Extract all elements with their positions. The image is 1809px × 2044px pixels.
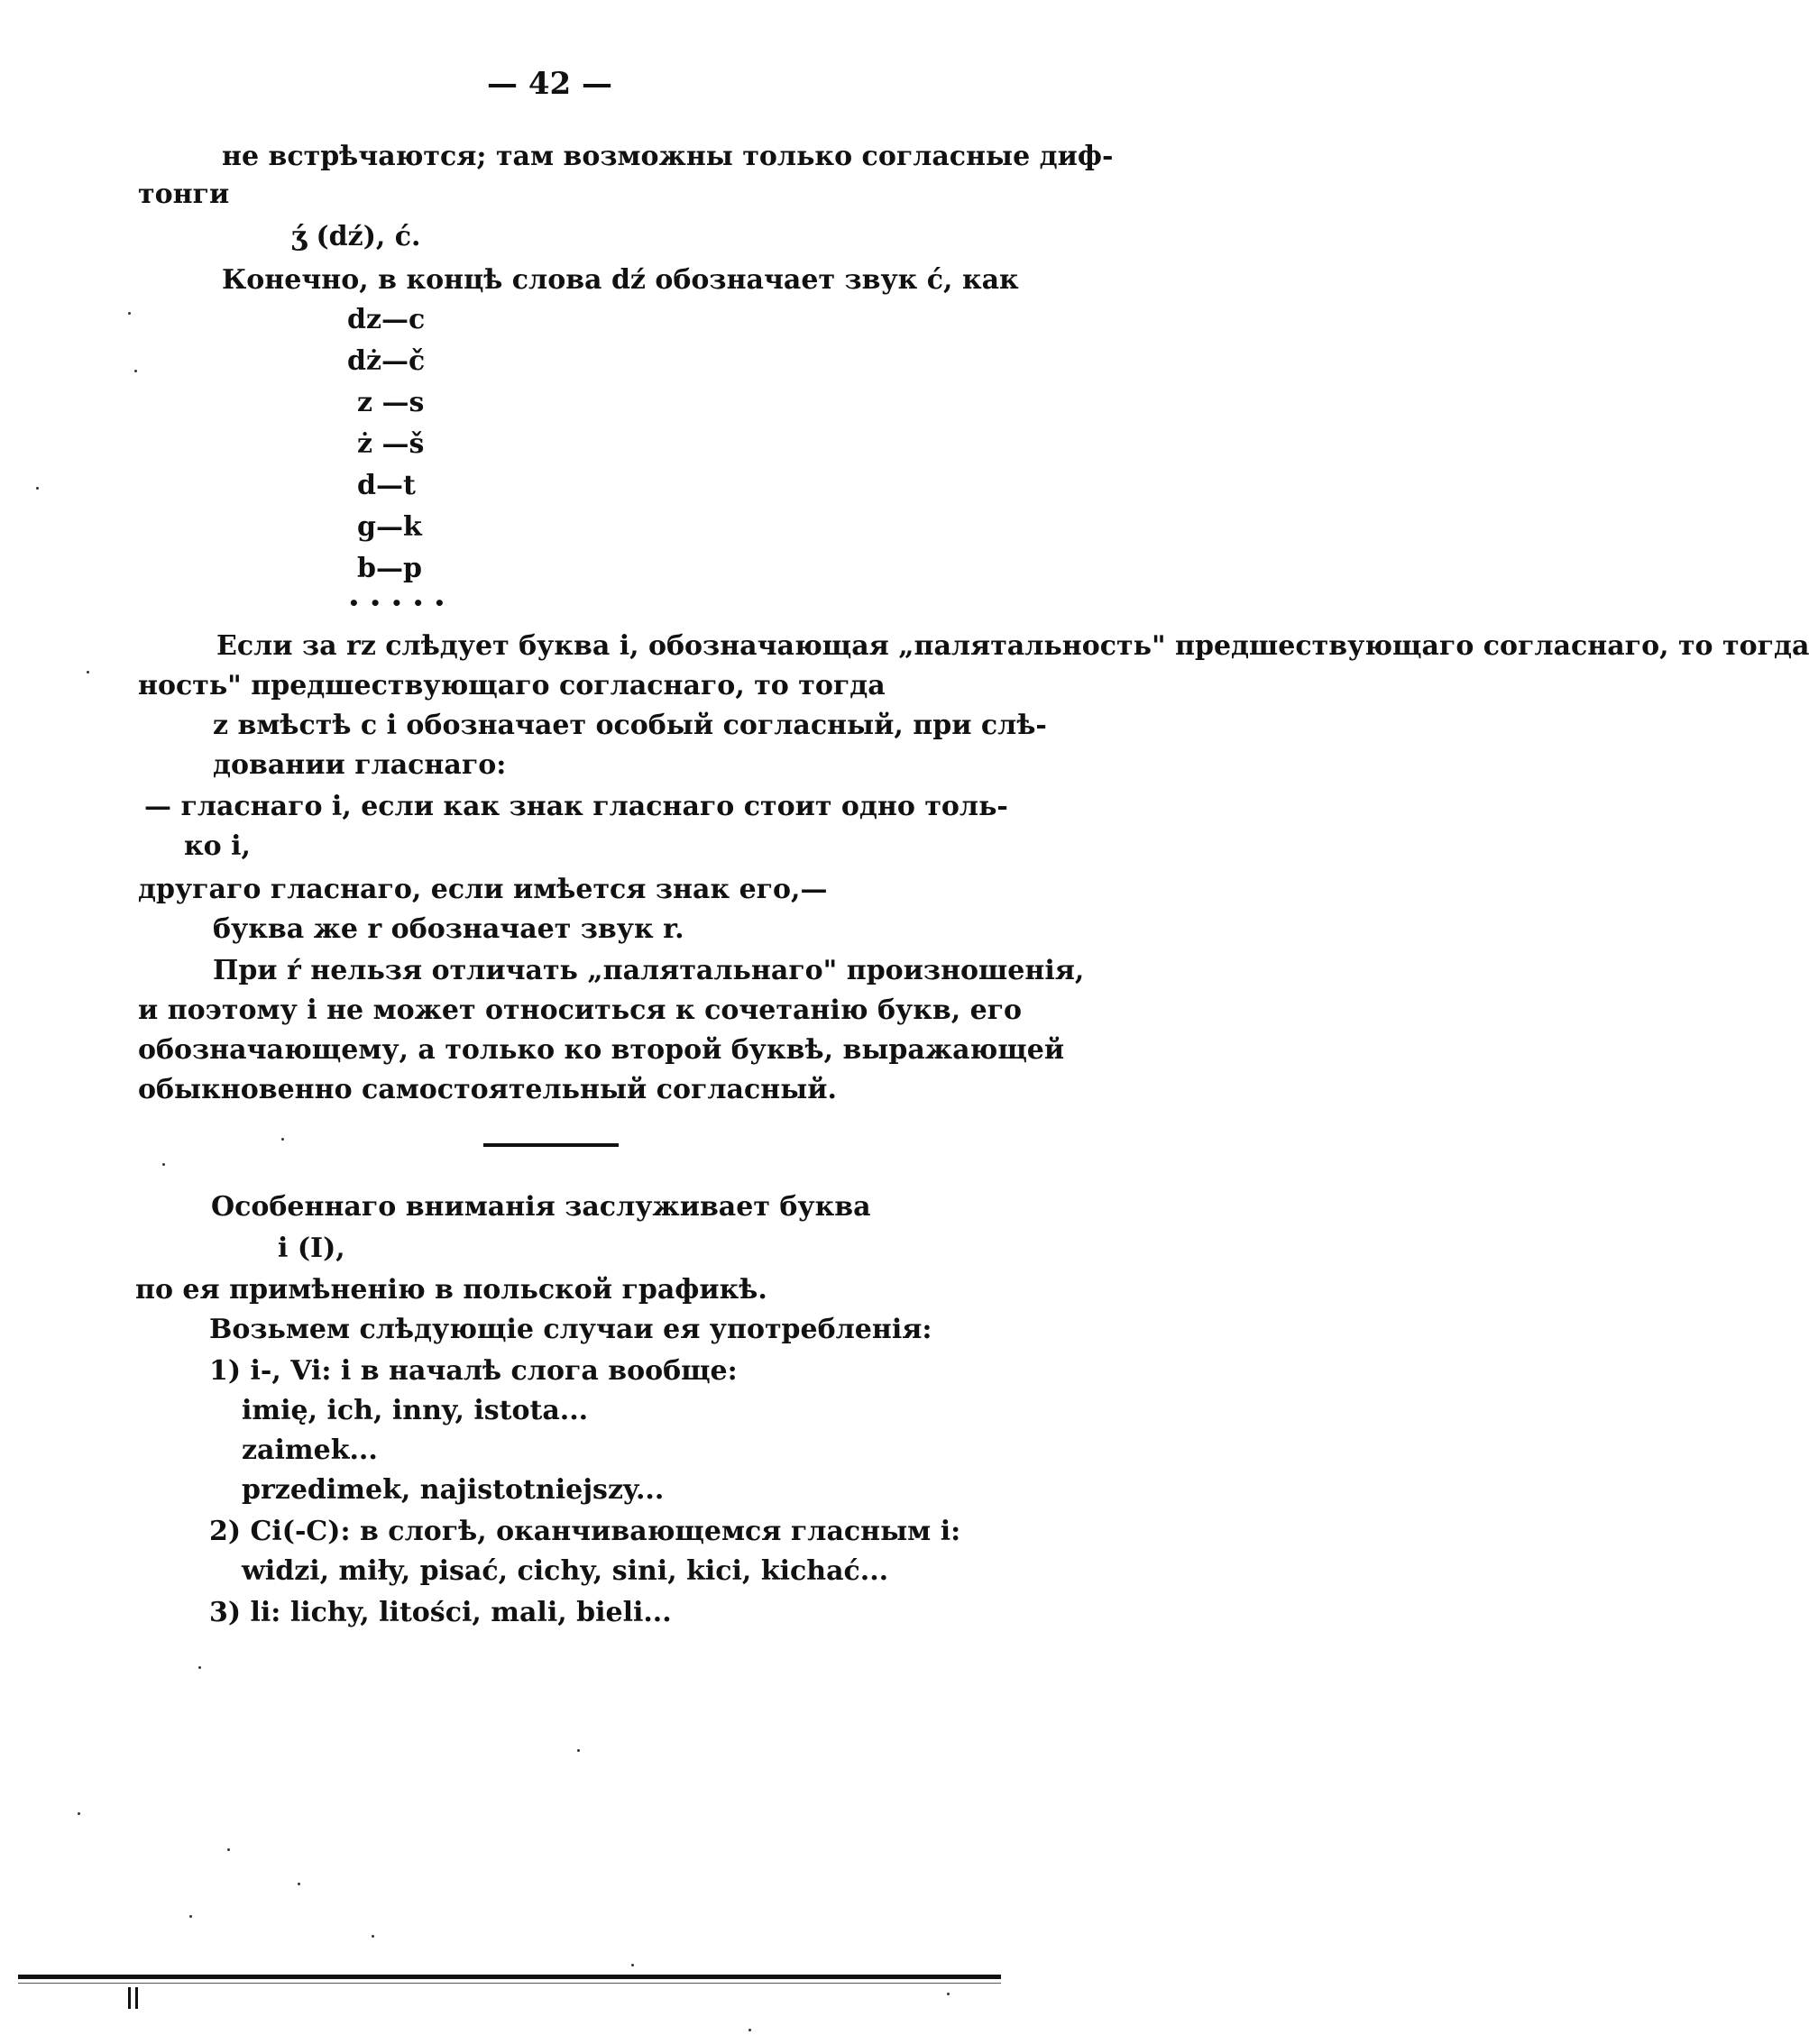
text-line: Конечно, в концѣ слова dź обозначает звук ć, как: [222, 264, 1019, 296]
letter-pair: dz—c: [347, 304, 426, 335]
text-line: Возьмем слѣдующіе случаи ея употребленія:: [209, 1314, 932, 1345]
margin-mark: [128, 1987, 131, 2009]
letter-pair: d—t: [357, 470, 416, 501]
letter-pair: ż —š: [357, 428, 425, 460]
list-item: 1) i-, Vi: i в началѣ слога вообще:: [209, 1355, 738, 1387]
ellipsis-dots: • • • • •: [348, 592, 447, 614]
example-line: zaimek...: [242, 1434, 378, 1466]
text-line: довании гласнаго:: [213, 749, 507, 781]
paper-speck: [78, 1812, 80, 1815]
text-fragment: Если за rz слѣдует буква i, обозначающая „палятальность" предшествующаго согласнаго, то тогда: [216, 630, 1809, 662]
text-line: и поэтому i не может относиться к сочетанію букв, его: [138, 995, 1023, 1026]
paper-speck: [36, 487, 39, 490]
paper-speck: [128, 312, 131, 315]
text-line: z вмѣстѣ с i обозначает особый согласный, при слѣ-: [213, 710, 1047, 741]
section-divider: [483, 1143, 619, 1147]
paper-speck: [298, 1883, 300, 1885]
letter-pair: g—k: [357, 511, 422, 543]
text-line: буква же r обозначает звук r.: [213, 913, 684, 945]
paper-speck: [162, 1163, 165, 1166]
letter-pair: b—p: [357, 553, 422, 584]
example-line: przedimek, najistotniejszy...: [242, 1474, 665, 1506]
paper-speck: [227, 1848, 230, 1851]
paper-speck: [189, 1915, 192, 1918]
letter-pair: dż—č: [347, 345, 426, 377]
text-line: обыкновенно самостоятельный согласный.: [138, 1074, 837, 1105]
paper-speck: [87, 671, 89, 674]
list-item: 2) Ci(-C): в слогѣ, оканчивающемся гласным i:: [209, 1516, 961, 1547]
text-line: При ŕ нельзя отличать „палятальнаго" произношенія,: [213, 955, 1085, 986]
paper-speck: [577, 1749, 580, 1752]
paper-speck: [198, 1666, 201, 1669]
paper-speck: [134, 370, 137, 372]
paper-speck: [372, 1935, 374, 1938]
text-line: по ея примѣненію в польской графикѣ.: [135, 1274, 767, 1306]
paper-speck: [947, 1993, 950, 1995]
text-line: Особеннаго вниманія заслуживает буква: [211, 1191, 871, 1223]
example-line: imię, ich, inny, istota...: [242, 1395, 589, 1426]
list-item: 3) li: lichy, litości, mali, bieli...: [209, 1597, 672, 1628]
bottom-border-line-thin: [18, 1983, 1001, 1984]
letter-pair: z —s: [357, 387, 425, 418]
paper-speck: [631, 1964, 634, 1966]
text-line: [216, 629, 1809, 664]
margin-mark: [135, 1987, 138, 2009]
example-line: widzi, miły, pisać, cichy, sini, kici, kichać...: [242, 1555, 889, 1587]
text-line: ко i,: [184, 830, 251, 862]
text-line: ʒ́ (dź), ć.: [291, 221, 421, 252]
bottom-border-line: [18, 1975, 1001, 1979]
paper-speck: [748, 2029, 751, 2031]
paper-speck: [281, 1138, 284, 1141]
text-line: — гласнаго i, если как знак гласнаго стоит одно толь-: [144, 791, 1008, 822]
text-line: не встрѣчаются; там возможны только согласные диф-: [222, 141, 1114, 172]
page-number: — 42 —: [487, 66, 612, 102]
text-line: обозначающему, а только ко второй буквѣ, выражающей: [138, 1034, 1065, 1066]
text-line: i (I),: [278, 1233, 345, 1264]
text-line: тонги: [138, 179, 230, 210]
text-line: другаго гласнаго, если имѣется знак его,—: [138, 874, 828, 905]
text-line: ность" предшествующаго согласнаго, то тогда: [138, 670, 886, 701]
